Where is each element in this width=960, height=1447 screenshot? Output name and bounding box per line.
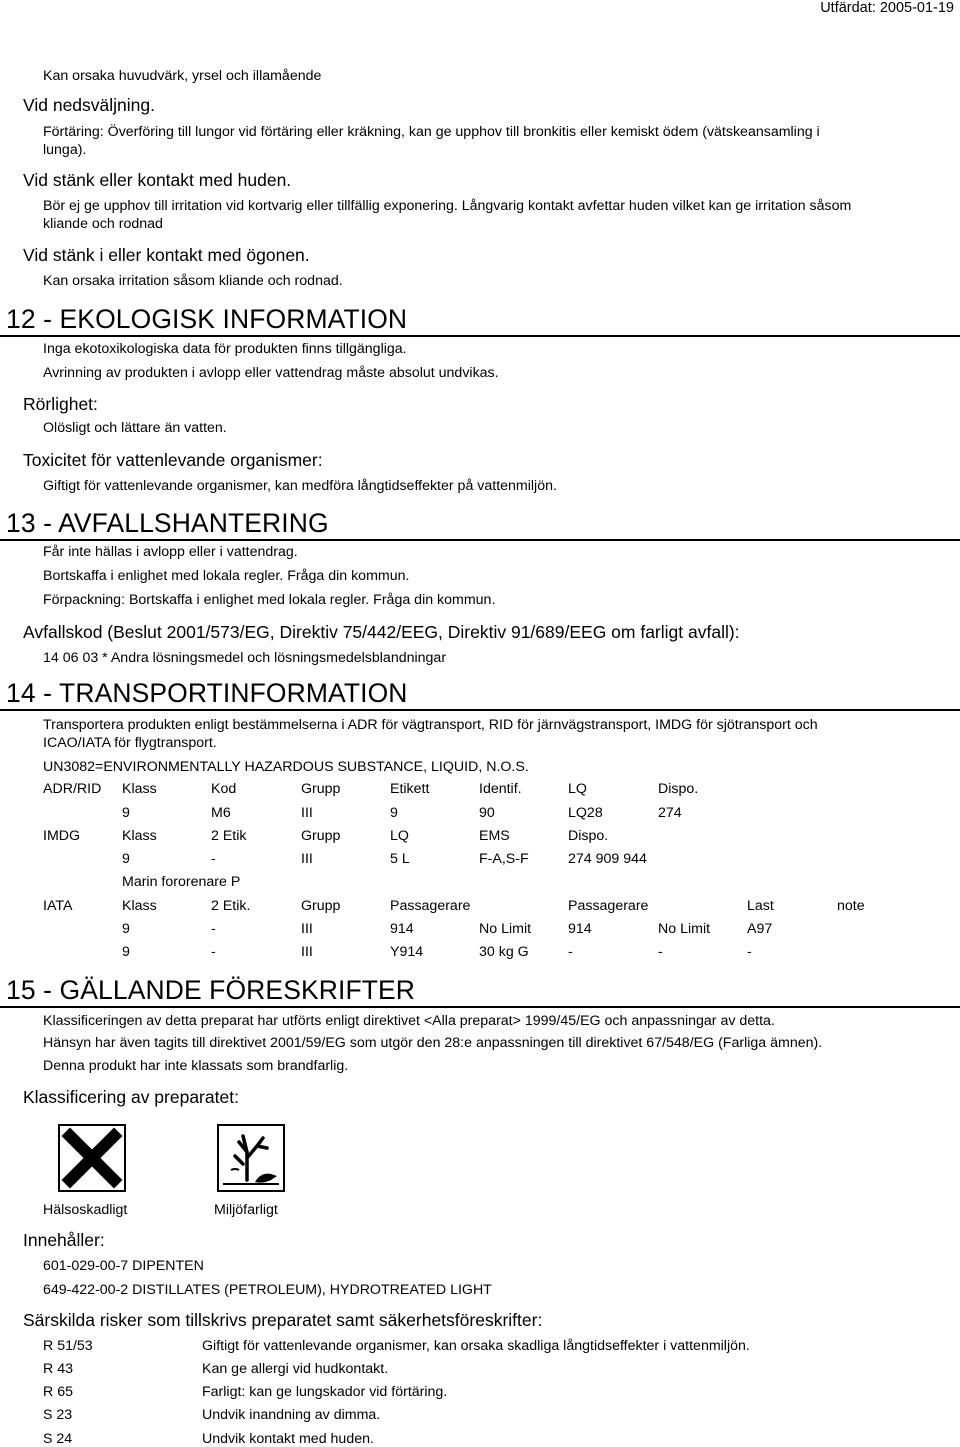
transport-cell: Grupp (301, 898, 341, 914)
regulation-line-2: Hänsyn har även tagits till direktivet 2001/59/EG som utgör den 28:e anpassningen till direktivet 67/548/EG (Farliga ämnen). (43, 1035, 823, 1051)
contains-item-2: 649-422-00-2 DISTILLATES (PETROLEUM), HYDROTREATED LIGHT (43, 1282, 492, 1298)
harmful-x-icon (58, 1124, 126, 1192)
risk-text: Farligt: kan ge lungskador vid förtäring. (202, 1384, 448, 1400)
transport-cell: No Limit (479, 921, 532, 937)
transport-cell: III (301, 851, 313, 867)
transport-cell: 30 kg G (479, 944, 529, 960)
toxicity-heading: Toxicitet för vattenlevande organismer: (23, 450, 323, 470)
transport-cell: ADR/RID (43, 781, 102, 797)
section-12-title: 12 - EKOLOGISK INFORMATION (6, 304, 408, 334)
skin-heading: Vid stänk eller kontakt med huden. (23, 170, 292, 190)
skin-text-1: Bör ej ge upphov till irritation vid kortvarig eller tillfällig exponering. Långvarig kontakt avfettar huden vilket kan ge irritation såsom (43, 198, 852, 214)
transport-cell: M6 (211, 805, 231, 821)
transport-cell: 2 Etik. (211, 898, 251, 914)
waste-code-text: 14 06 03 * Andra lösningsmedel och lösningsmedelsblandningar (43, 650, 447, 666)
transport-cell: Dispo. (568, 828, 609, 844)
transport-cell: 9 (122, 851, 130, 867)
transport-cell: - (747, 944, 752, 960)
transport-cell: - (211, 851, 216, 867)
eco-line-1: Inga ekotoxikologiska data för produkten finns tillgängliga. (43, 341, 407, 357)
transport-cell: - (211, 944, 216, 960)
regulation-line-1: Klassificeringen av detta preparat har utförts enligt direktivet <Alla preparat> 1999/45/EG och anpassningar av detta. (43, 1013, 775, 1029)
transport-cell: III (301, 921, 313, 937)
waste-code-heading: Avfallskod (Beslut 2001/573/EG, Direktiv 75/442/EEG, Direktiv 91/689/EEG om farligt avfall): (23, 622, 740, 642)
transport-cell: LQ (390, 828, 409, 844)
transport-cell: Passagerare (568, 898, 649, 914)
transport-cell: III (301, 944, 313, 960)
transport-cell: Klass (122, 828, 157, 844)
transport-cell: 9 (390, 805, 398, 821)
transport-cell: 9 (122, 944, 130, 960)
transport-cell: Etikett (390, 781, 430, 797)
transport-cell: 9 (122, 805, 130, 821)
transport-cell: 914 (568, 921, 592, 937)
waste-line-1: Får inte hällas i avlopp eller i vattendrag. (43, 544, 298, 560)
transport-cell: Kod (211, 781, 237, 797)
transport-cell: III (301, 805, 313, 821)
waste-line-2: Bortskaffa i enlighet med lokala regler. Fråga din kommun. (43, 568, 410, 584)
environment-label: Miljöfarligt (214, 1202, 278, 1218)
swallow-text-2: lunga). (43, 142, 87, 158)
safety-text: Undvik inandning av dimma. (202, 1407, 381, 1423)
transport-cell: 90 (479, 805, 495, 821)
risks-heading: Särskilda risker som tillskrivs preparatet samt säkerhetsföreskrifter: (23, 1310, 543, 1330)
mobility-text: Olösligt och lättare än vatten. (43, 420, 227, 436)
transport-cell: - (568, 944, 573, 960)
transport-cell: 274 (658, 805, 682, 821)
risk-text: Kan ge allergi vid hudkontakt. (202, 1361, 389, 1377)
contains-item-1: 601-029-00-7 DIPENTEN (43, 1258, 204, 1274)
transport-cell: IMDG (43, 828, 81, 844)
transport-cell: Y914 (390, 944, 424, 960)
classification-heading: Klassificering av preparatet: (23, 1087, 239, 1107)
contains-heading: Innehåller: (23, 1230, 105, 1250)
safety-code: S 24 (43, 1431, 73, 1447)
transport-cell: Grupp (301, 828, 341, 844)
risk-code: R 51/53 (43, 1338, 93, 1354)
section-13-rule (0, 539, 960, 541)
transport-cell: EMS (479, 828, 510, 844)
section-15-rule (0, 1006, 960, 1008)
transport-cell: note (837, 898, 865, 914)
transport-cell: IATA (43, 898, 73, 914)
transport-intro-2: ICAO/IATA för flygtransport. (43, 735, 217, 751)
risk-text: Giftigt för vattenlevande organismer, kan orsaka skadliga långtidseffekter i vattenmiljön. (202, 1338, 750, 1354)
transport-cell: - (211, 921, 216, 937)
transport-cell: LQ28 (568, 805, 603, 821)
toxicity-text: Giftigt för vattenlevande organismer, kan medföra långtidseffekter på vattenmiljön. (43, 478, 557, 494)
transport-cell: No Limit (658, 921, 711, 937)
transport-cell: 2 Etik (211, 828, 247, 844)
transport-cell: Marin fororenare P (122, 874, 241, 890)
transport-cell: Klass (122, 781, 157, 797)
section-15-title: 15 - GÄLLANDE FÖRESKRIFTER (6, 975, 416, 1005)
transport-cell: Dispo. (658, 781, 699, 797)
risk-code: R 43 (43, 1361, 73, 1377)
section-14-title: 14 - TRANSPORTINFORMATION (6, 678, 408, 708)
transport-cell: Klass (122, 898, 157, 914)
mobility-heading: Rörlighet: (23, 394, 98, 414)
safety-code: S 23 (43, 1407, 73, 1423)
transport-cell: 9 (122, 921, 130, 937)
transport-cell: LQ (568, 781, 587, 797)
skin-text-2: kliande och rodnad (43, 216, 163, 232)
transport-cell: Passagerare (390, 898, 471, 914)
transport-cell: Grupp (301, 781, 341, 797)
transport-intro-1: Transportera produkten enligt bestämmelserna i ADR för vägtransport, RID för järnvägstransport, IMDG för sjötransport och (43, 717, 818, 733)
risk-code: R 65 (43, 1384, 73, 1400)
eye-text: Kan orsaka irritation såsom kliande och rodnad. (43, 273, 343, 289)
swallow-heading: Vid nedsväljning. (23, 95, 155, 115)
waste-line-3: Förpackning: Bortskaffa i enlighet med lokala regler. Fråga din kommun. (43, 592, 496, 608)
section-14-rule (0, 709, 960, 711)
transport-cell: 274 909 944 (568, 851, 647, 867)
section-12-rule (0, 335, 960, 337)
transport-cell: 914 (390, 921, 414, 937)
transport-cell: 5 L (390, 851, 410, 867)
regulation-line-3: Denna produkt har inte klassats som brandfarlig. (43, 1058, 349, 1074)
transport-cell: Last (747, 898, 774, 914)
transport-cell: A97 (747, 921, 773, 937)
harmful-label: Hälsoskadligt (43, 1202, 128, 1218)
transport-cell: F-A,S-F (479, 851, 529, 867)
environment-dead-tree-icon (217, 1124, 285, 1192)
transport-cell: - (658, 944, 663, 960)
headache-line: Kan orsaka huvudvärk, yrsel och illamående (43, 68, 322, 84)
issued-date: Utfärdat: 2005-01-19 (820, 0, 954, 16)
un-line: UN3082=ENVIRONMENTALLY HAZARDOUS SUBSTANCE, LIQUID, N.O.S. (43, 759, 529, 775)
section-13-title: 13 - AVFALLSHANTERING (6, 508, 329, 538)
transport-cell: Identif. (479, 781, 522, 797)
safety-text: Undvik kontakt med huden. (202, 1431, 374, 1447)
eco-line-2: Avrinning av produkten i avlopp eller vattendrag måste absolut undvikas. (43, 365, 499, 381)
swallow-text-1: Förtäring: Överföring till lungor vid förtäring eller kräkning, kan ge upphov till bronkitis eller kemiskt ödem (vätskeansamling i (43, 124, 820, 140)
eye-heading: Vid stänk i eller kontakt med ögonen. (23, 245, 310, 265)
